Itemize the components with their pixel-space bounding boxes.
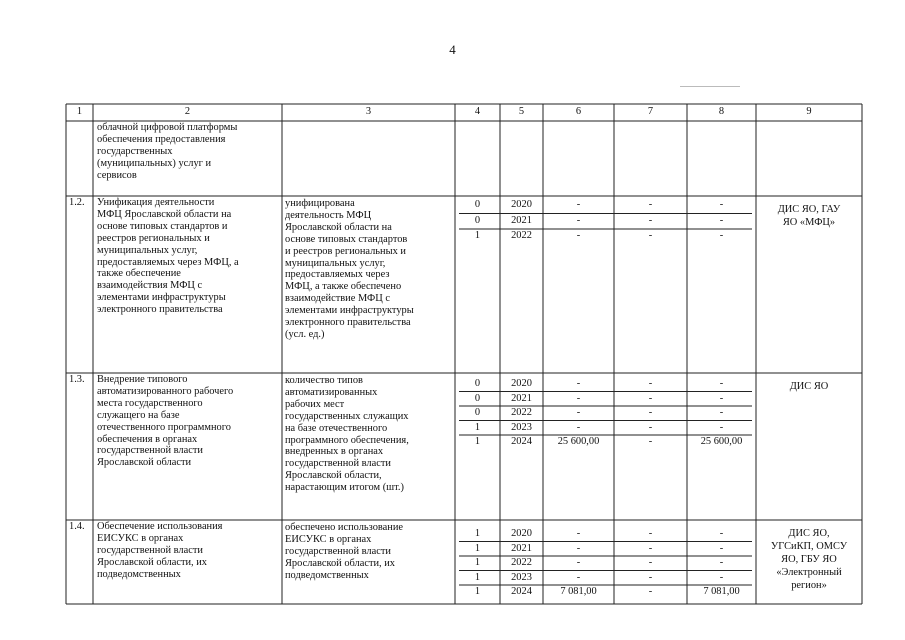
activity-name-line: муниципальных услуг,: [97, 244, 198, 256]
indicator-line: Ярославской области,: [285, 470, 382, 482]
funding-col8: -: [719, 214, 724, 226]
header-cell-4: 4: [474, 106, 481, 117]
funding-col7: -: [648, 199, 653, 210]
header-cell-2: 2: [184, 106, 191, 117]
activity-name-line: Ярославской области, их: [97, 556, 208, 568]
header-cell-3: 3: [365, 106, 372, 117]
activity-name-line: государственных: [97, 145, 173, 157]
base-value: 1: [474, 586, 481, 597]
funding-col8: -: [719, 392, 724, 404]
indicator-line: электронного правительства: [285, 317, 411, 328]
activity-name-line: Ярославской области: [97, 457, 192, 469]
year-cell: 2021: [511, 392, 532, 404]
executor-line: ДИС ЯО: [789, 381, 829, 392]
row-number: 1.3.: [69, 374, 85, 385]
funding-col6: -: [576, 199, 581, 210]
funding-col8: -: [719, 557, 724, 568]
indicator-line: элементами инфраструктуры: [285, 305, 414, 317]
indicator-line: государственной власти: [285, 458, 391, 470]
header-cell-5: 5: [518, 106, 525, 117]
funding-col8: 7 081,00: [703, 586, 740, 597]
year-cell: 2024: [511, 586, 532, 597]
indicator-line: государственных служащих: [285, 410, 409, 422]
executor-line: ДИС ЯО, ГАУ: [777, 204, 841, 215]
funding-col7: -: [648, 421, 653, 433]
row-number: 1.2.: [69, 197, 85, 208]
funding-col7: -: [648, 586, 653, 597]
activity-name-line: МФЦ Ярославской области на: [97, 208, 232, 220]
funding-col7: -: [648, 436, 653, 447]
activity-name-line: государственной власти: [97, 445, 203, 457]
activity-name-line: (муниципальных) услуг и: [97, 157, 212, 169]
base-value: 1: [474, 557, 481, 568]
funding-col6: 7 081,00: [560, 586, 597, 597]
funding-col7: -: [648, 557, 653, 568]
executor-line: «Электронный: [776, 567, 842, 578]
year-cell: 2020: [511, 378, 532, 389]
year-cell: 2022: [511, 407, 532, 418]
activity-name-line: взаимодействия МФЦ с: [97, 280, 203, 292]
activity-name-line: ЕИСУКС в органах: [97, 532, 184, 544]
activity-name-line: подведомственных: [97, 568, 181, 580]
year-cell: 2023: [511, 571, 532, 583]
funding-col8: -: [719, 528, 724, 539]
indicator-line: и реестров региональных и: [285, 245, 406, 257]
header-cell-8: 8: [718, 106, 725, 117]
funding-col8: -: [719, 230, 724, 241]
activity-name-line: обеспечения предоставления: [97, 133, 226, 145]
indicator-line: МФЦ, а также обеспечено: [285, 281, 402, 293]
activity-name-line: реестров региональных и: [97, 232, 210, 244]
funding-col8: -: [719, 421, 724, 433]
indicator-line: основе типовых стандартов: [285, 233, 408, 245]
executor-line: ДИС ЯО,: [788, 528, 830, 539]
base-value: 1: [474, 542, 481, 554]
funding-col7: -: [648, 542, 653, 554]
base-value: 1: [474, 436, 481, 447]
activity-name-line: облачной цифровой платформы: [97, 122, 238, 133]
indicator-line: предоставляемых через: [285, 269, 390, 281]
indicator-line: рабочих мест: [285, 398, 345, 410]
activity-name-line: служащего на базе: [97, 409, 180, 421]
indicator-line: подведомственных: [285, 569, 369, 581]
base-value: 1: [474, 571, 481, 583]
year-cell: 2021: [511, 214, 532, 226]
executor-line: УГСиКП, ОМСУ: [770, 541, 848, 552]
activity-name-line: Обеспечение использования: [97, 521, 223, 532]
indicator-line: обеспечено использование: [285, 522, 404, 533]
indicator-line: Ярославской области на: [285, 221, 392, 233]
year-cell: 2022: [511, 557, 532, 568]
funding-col8: 25 600,00: [700, 436, 743, 447]
header-cell-1: 1: [76, 106, 83, 117]
activity-name-line: автоматизированного рабочего: [97, 385, 234, 397]
indicator-line: программного обеспечения,: [285, 434, 409, 446]
funding-col7: -: [648, 528, 653, 539]
indicator-line: нарастающим итогом (шт.): [285, 482, 404, 494]
funding-col6: -: [576, 421, 581, 433]
activity-name-line: отечественного программного: [97, 421, 231, 433]
funding-col6: -: [576, 407, 581, 418]
activity-name-line: Внедрение типового: [97, 374, 188, 385]
activity-name-line: сервисов: [97, 169, 137, 181]
year-cell: 2021: [511, 542, 532, 554]
header-cell-6: 6: [575, 106, 582, 117]
activity-name-line: электронного правительства: [97, 304, 223, 316]
indicator-line: внедренных в органах: [285, 446, 384, 458]
indicator-line: (усл. ед.): [285, 328, 325, 340]
funding-col8: -: [719, 407, 724, 418]
base-value: 0: [474, 392, 481, 404]
year-cell: 2020: [511, 199, 532, 210]
activity-name-line: обеспечения в органах: [97, 433, 198, 445]
funding-col6: -: [576, 542, 581, 554]
funding-col7: -: [648, 230, 653, 241]
base-value: 1: [474, 421, 481, 433]
year-cell: 2020: [511, 528, 532, 539]
activity-name-line: государственной власти: [97, 544, 203, 556]
funding-col6: -: [576, 214, 581, 226]
indicator-line: деятельность МФЦ: [285, 209, 372, 221]
row-number: 1.4.: [69, 521, 85, 532]
indicator-line: на базе отечественного: [285, 422, 388, 434]
activity-name-line: элементами инфраструктуры: [97, 292, 226, 304]
header-cell-9: 9: [806, 106, 812, 117]
indicator-line: муниципальных услуг,: [285, 257, 386, 269]
base-value: 0: [474, 199, 481, 210]
year-cell: 2022: [511, 230, 532, 241]
activity-name-line: места государственного: [97, 397, 203, 409]
activity-name-line: предоставляемых через МФЦ, а: [97, 256, 239, 268]
funding-col6: -: [576, 378, 581, 389]
indicator-line: Ярославской области, их: [285, 557, 396, 569]
year-cell: 2023: [511, 421, 532, 433]
indicator-line: автоматизированных: [285, 386, 378, 398]
header-cell-7: 7: [647, 106, 654, 117]
executor-line: регион»: [791, 580, 827, 591]
indicator-line: ЕИСУКС в органах: [285, 533, 372, 545]
indicator-line: государственной власти: [285, 545, 391, 557]
indicator-line: количество типов: [285, 375, 363, 386]
funding-col6: -: [576, 230, 581, 241]
funding-col7: -: [648, 214, 653, 226]
funding-col7: -: [648, 392, 653, 404]
year-cell: 2024: [511, 436, 532, 447]
executor-line: ЯО, ГБУ ЯО: [781, 554, 837, 565]
activity-name-line: также обеспечение: [97, 268, 181, 280]
indicator-line: взаимодействие МФЦ с: [285, 293, 390, 305]
funding-col6: -: [576, 557, 581, 568]
activity-name-line: Унификация деятельности: [97, 197, 215, 208]
base-value: 1: [474, 528, 481, 539]
funding-col8: -: [719, 378, 724, 389]
funding-col6: -: [576, 392, 581, 404]
activity-name-line: основе типовых стандартов и: [97, 220, 228, 232]
funding-col6: -: [576, 528, 581, 539]
funding-col8: -: [719, 542, 724, 554]
page-number: 4: [449, 42, 456, 57]
funding-col7: -: [648, 571, 653, 583]
funding-col6: -: [576, 571, 581, 583]
executor-line: ЯО «МФЦ»: [782, 217, 836, 228]
funding-col7: -: [648, 378, 653, 389]
funding-col8: -: [719, 199, 724, 210]
base-value: 0: [474, 378, 481, 389]
base-value: 0: [474, 407, 481, 418]
base-value: 0: [474, 214, 481, 226]
funding-col7: -: [648, 407, 653, 418]
funding-col6: 25 600,00: [557, 436, 600, 447]
funding-col8: -: [719, 571, 724, 583]
indicator-line: унифицирована: [285, 198, 355, 209]
base-value: 1: [474, 230, 481, 241]
